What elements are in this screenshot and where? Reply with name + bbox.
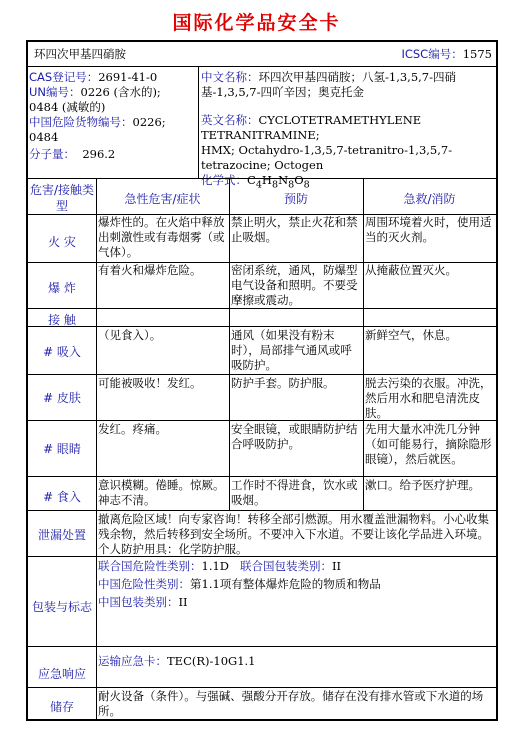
chemical-name: 环四次甲基四硝胺 — [34, 47, 126, 61]
formula: $C_4H_8N_8O_8$ — [247, 173, 310, 191]
row-fire-label: 火 灾 — [48, 235, 76, 249]
hdr-firstaid: 急救/消防 — [403, 192, 456, 206]
row-inhalation-label: # 吸入 — [43, 345, 81, 359]
hdr-prevention: 预防 — [283, 192, 308, 206]
packaging-label: 包装与标志 — [31, 600, 92, 614]
row-explosion-label: 爆 炸 — [48, 281, 76, 295]
storage-label: 储存 — [49, 700, 74, 714]
names-block: 中文名称：环四次甲基四硝胺；八氢-1,3,5,7-四硝 基-1,3,5,7-四吖辛因；奥克托金 英文名称：CYCLOTETRAMETHYLENE TETRANITRAMINE; HMX; Octahydro-1,3,5,7-tetranitro-1,3,5,7- tetrazocine; Octogen 化学式：$C_4H_8N_8O_8$ — [201, 70, 457, 191]
safety-card: 环四次甲基四硝胺 ICSC编号：1575 CAS登记号：2691-41-0 UN编号：0226 (含水的); 0484 (减敏的) 中国危险货物编号：0226; 0484 分子量： 296.2 中文名称：环四次甲基四硝胺；八氢-1,3,5,7-四硝 基-1,3,5,7-四吖辛因；奥克托金 英文名称：CYCLOTETRAMETHYLENE TETRANITRAMINE; HMX; Octahydro-1,3,5,7-tetranitro-1,3,5,7- tetrazocine; Octogen 化学式：$C_4H_8N_8O_8$ 危害/接触类型 急性危害/症状 预防 急救/消防 火 灾 爆炸性的。在火焰中释放出刺激性或有毒烟雾（或气体）。 禁止明火，禁止火花和禁止吸烟。 周围环境着火时，使用适当的灭火剂。 爆 炸 有着火和爆炸危险。 密闭系统，通风，防爆型电气设备和照明。不要受摩擦或震动。 从掩蔽位置灭火。 接 触 # 吸入 （见食入）。 通风（如果没有粉末时），局部排气通风或呼吸防护。 新鲜空气，休息。 # 皮肤 可能被吸收！发红。 防护手套。防护服。 脱去污染的衣服。冲洗，然后用水和肥皂清洗皮肤。 # 眼睛 发红。疼痛。 安全眼镜，或眼睛防护结合呼吸防护。 先用大量水冲洗几分钟（如可能易行，摘除隐形眼镜），然后就医。 # 食入 意识模糊。倦睡。惊厥。神志不清。 工作时不得进食，饮水或吸烟。 漱口。给予医疗护理。 泄漏处置 撤离危险区域！向专家咨询！转移全部引燃源。用水覆盖泄漏物料。小心收集残余物，然后转移到安全场所。不要冲入下水道。不要让该化学品进入环境。个人防护用具：化学防护服。 包装与标志 联合国危险性类别：1.1D 联合国包装类别：II 中国危险性类别：第1.1项有整体爆炸危险的物质和物品 中国包装类别：II 应急响应 运输应急卡：TEC(R)-10G1.1 储存 耐火设备（条件）。与强碱、强酸分开存放。储存在没有排水管或下水道的场所。 — [26, 40, 498, 721]
emergency-card: 运输应急卡：TEC(R)-10G1.1 — [98, 654, 256, 668]
packaging-block: 联合国危险性类别：1.1D 联合国包装类别：II 中国危险性类别：第1.1项有整体爆炸危险的物质和物品 中国包装类别：II — [98, 559, 381, 609]
page-title: 国际化学品安全卡 — [172, 12, 341, 34]
emergency-label: 应急响应 — [37, 667, 86, 681]
storage-text: 耐火设备（条件）。与强碱、强酸分开存放。储存在没有排水管或下水道的场所。 — [98, 689, 484, 718]
id-block: CAS登记号：2691-41-0 UN编号：0226 (含水的); 0484 (减敏的) 中国危险货物编号：0226; 0484 分子量： 296.2 — [29, 70, 166, 161]
hdr-symptoms: 急性危害/症状 — [124, 192, 201, 206]
row-ingestion-label: # 食入 — [43, 490, 81, 504]
spill-label: 泄漏处置 — [37, 528, 86, 542]
hdr-type: 危害/接触类型 — [29, 183, 95, 213]
spill-text: 撤离危险区域！向专家咨询！转移全部引燃源。用水覆盖泄漏物料。小心收集残余物，然后转移到安全场所。不要冲入下水道。不要让该化学品进入环境。个人防护用具：化学防护服。 — [98, 512, 489, 556]
row-eyes-label: # 眼睛 — [43, 442, 81, 456]
row-contact-label: 接 触 — [48, 313, 76, 327]
row-skin-label: # 皮肤 — [43, 391, 81, 405]
icsc-number: ICSC编号：1575 — [401, 47, 492, 61]
